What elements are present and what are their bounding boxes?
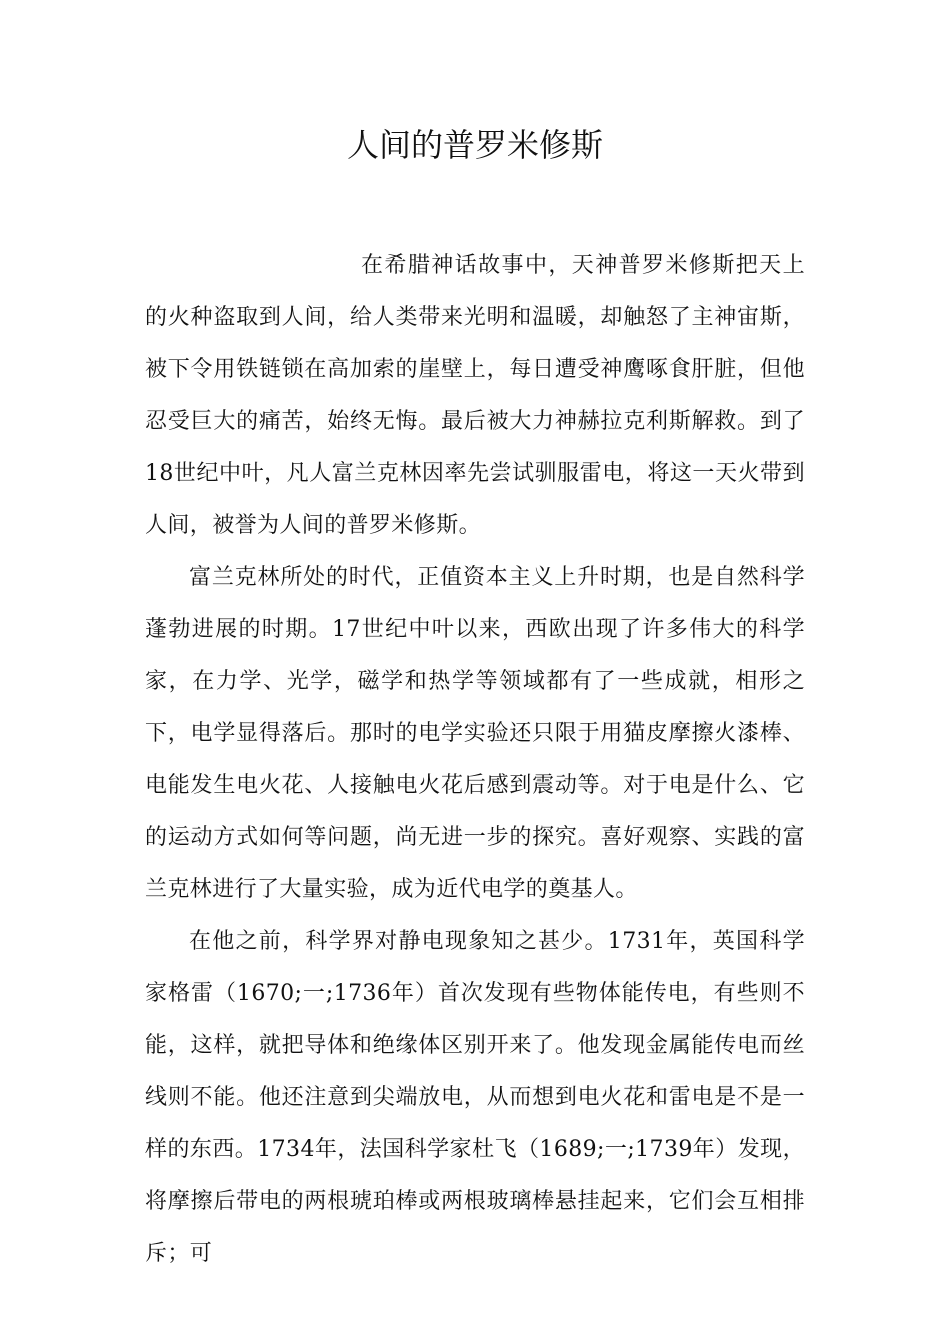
paragraph: 富兰克林所处的时代，正值资本主义上升时期，也是自然科学蓬勃进展的时期。17世纪中叶以来，西欧出现了许多伟大的科学家，在力学、光学，磁学和热学等领域都有了一些成就，相形之下，电学显得落后。那时的电学实验还只限于用猫皮摩擦火漆棒、电能发生电火花、人接触电火花后感到震动等。对于电是什么、它的运动方式如何等问题，尚无进一步的探究。喜好观察、实践的富兰克林进行了大量实验，成为近代电学的奠基人。: [145, 565, 805, 902]
document-title: 人间的普罗米修斯: [346, 126, 603, 164]
paragraph: 在他之前，科学界对静电现象知之甚少。1731年，英国科学家格雷（1670;一;1736年）首次发现有些物体能传电，有些则不能，这样，就把导体和绝缘体区别开来了。他发现金属能传电而丝线则不能。他还注意到尖端放电，从而想到电火花和雷电是不是一样的东西。1734年，法国科学家杜飞（1689;一;1739年）发现，将摩擦后带电的两根琥珀棒或两根玻璃棒悬挂起来，它们会互相排斥；可: [145, 929, 805, 1266]
paragraph: 在希腊神话故事中，天神普罗米修斯把天上的火种盗取到人间，给人类带来光明和温暖，却触怒了主神宙斯，被下令用铁链锁在高加索的崖壁上，每日遭受神鹰啄食肝脏，但他忍受巨大的痛苦，始终无悔。最后被大力神赫拉克利斯解救。到了18世纪中叶，凡人富兰克林因率先尝试驯服雷电，将这一天火带到人间，被誉为人间的普罗米修斯。: [145, 253, 805, 538]
document-body: [145, 240, 805, 1280]
